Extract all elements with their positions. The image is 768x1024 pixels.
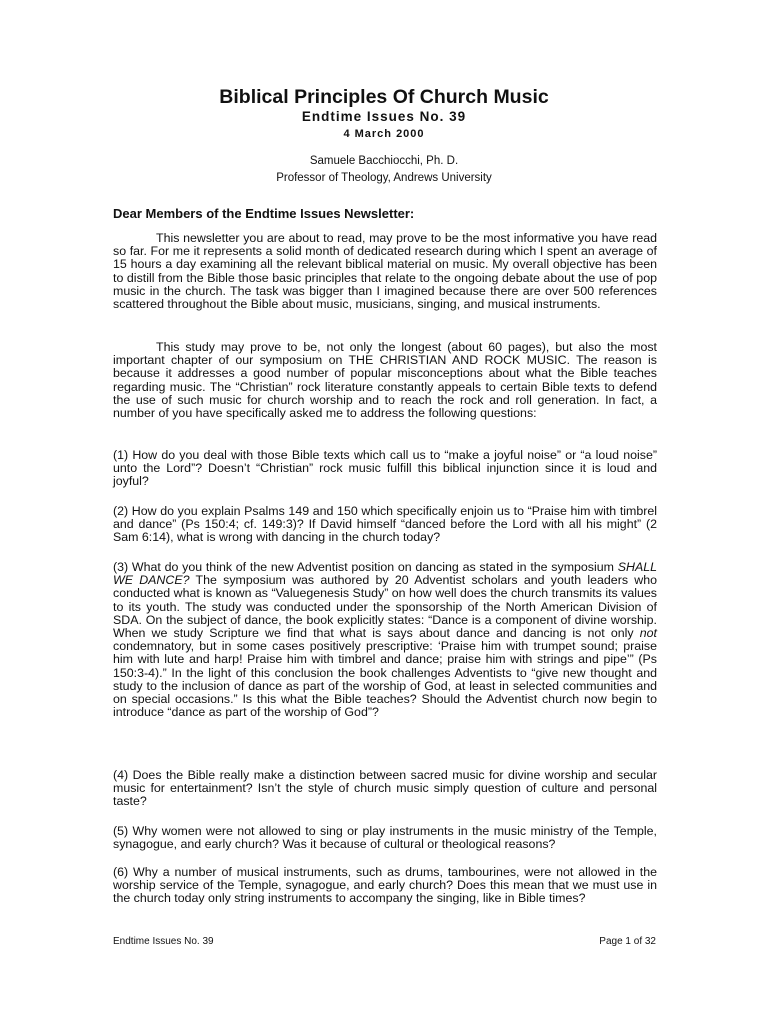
book-title-italic: SHALL WE DANCE? (113, 560, 657, 588)
document-subtitle: Endtime Issues No. 39 (301, 109, 467, 124)
question-5: (5) Why women were not allowed to sing or play instruments in the music ministry of the Temple, synagogue, and early church? Was it because of cultural or theological reasons? (113, 824, 657, 852)
paragraph-study: This study may prove to be, not only the longest (about 60 pages), but also the most important chapter of our symposium on THE CHRISTIAN AND ROCK MUSIC. The reason is because it addresses a good number of popular misconceptions about what the Bible teaches regarding music. The “Christian” rock literature constantly appeals to certain Bible texts to defend the use of such music for church worship and to reach the rock and roll generation. In fact, a number of you have specifically asked me to address the following questions: (113, 340, 657, 421)
document-date: 4 March 2000 (343, 128, 425, 140)
footer-page-number: Page 1 of 32 (599, 936, 656, 947)
question-3-text-a: (3) What do you think of the new Adventist position on dancing as stated in the symposium (113, 560, 618, 574)
question-2: (2) How do you explain Psalms 149 and 150 which specifically enjoin us to “Praise him with timbrel and dance” (Ps 150:4; cf. 149:3)? If David himself “danced before the Lord with all his might” (2 Sam 6:14), what is wrong with dancing in the church today? (113, 504, 657, 545)
author-name: Samuele Bacchiocchi, Ph. D. (309, 155, 459, 167)
author-affiliation: Professor of Theology, Andrews University (276, 172, 492, 184)
paragraph-intro: This newsletter you are about to read, may prove to be the most informative you have read so far. For me it represents a solid month of dedicated research during which I spent an average of 15 hours a day examining all the relevant biblical material on music. My overall objective has been to distill from the Bible those basic principles that relate to the ongoing debate about the use of pop music in the church. The task was bigger than I imagined because there are over 500 references scattered throughout the Bible about music, musicians, singing, and musical instruments. (113, 231, 657, 312)
question-1: (1) How do you deal with those Bible texts which call us to “make a joyful noise” or “a loud noise” unto the Lord”? Doesn’t “Christian” rock music fulfill this biblical injunction since it is loud and joyful? (113, 448, 657, 489)
question-4: (4) Does the Bible really make a distinction between sacred music for divine worship and secular music for entertainment? Isn’t the style of church music simply question of culture and personal taste? (113, 768, 657, 809)
emphasis-italic: not (639, 626, 657, 641)
question-3 (113, 561, 657, 719)
salutation: Dear Members of the Endtime Issues Newsletter: (113, 206, 415, 221)
question-3-text-c: condemnatory, but in some cases positively prescriptive: ‘Praise him with trumpet sound; praise him with lute and harp! Praise him with timbrel and dance; praise him with strings and pipe’” (Ps 150:3-4).” In the light of this conclusion the book challenges Adventists to “give new thought and study to the inclusion of dance as part of the worship of God, at least in selected communities and on special occasions.” Is this what the Bible teaches? Should the Adventist church now begin to introduce “dance as part of the worship of God”? (113, 639, 657, 720)
question-3-text-b: The symposium was authored by 20 Adventist scholars and youth leaders who conducted what is known as “Valuegenesis Study” on how well does the church transmits its values to its youth. The study was conducted under the sponsorship of the North American Division of SDA. On the subject of dance, the book explicitly states: “Dance is a component of divine worship. When we study Scripture we find that what is says about dance and dancing is not only (113, 573, 658, 641)
document-title: Biblical Principles Of Church Music (219, 86, 549, 108)
footer-issue: Endtime Issues No. 39 (113, 936, 214, 947)
question-6: (6) Why a number of musical instruments, such as drums, tambourines, were not allowed in the worship service of the Temple, synagogue, and early church? Does this mean that we must use in the church today only string instruments to accompany the singing, like in Bible times? (113, 865, 657, 906)
